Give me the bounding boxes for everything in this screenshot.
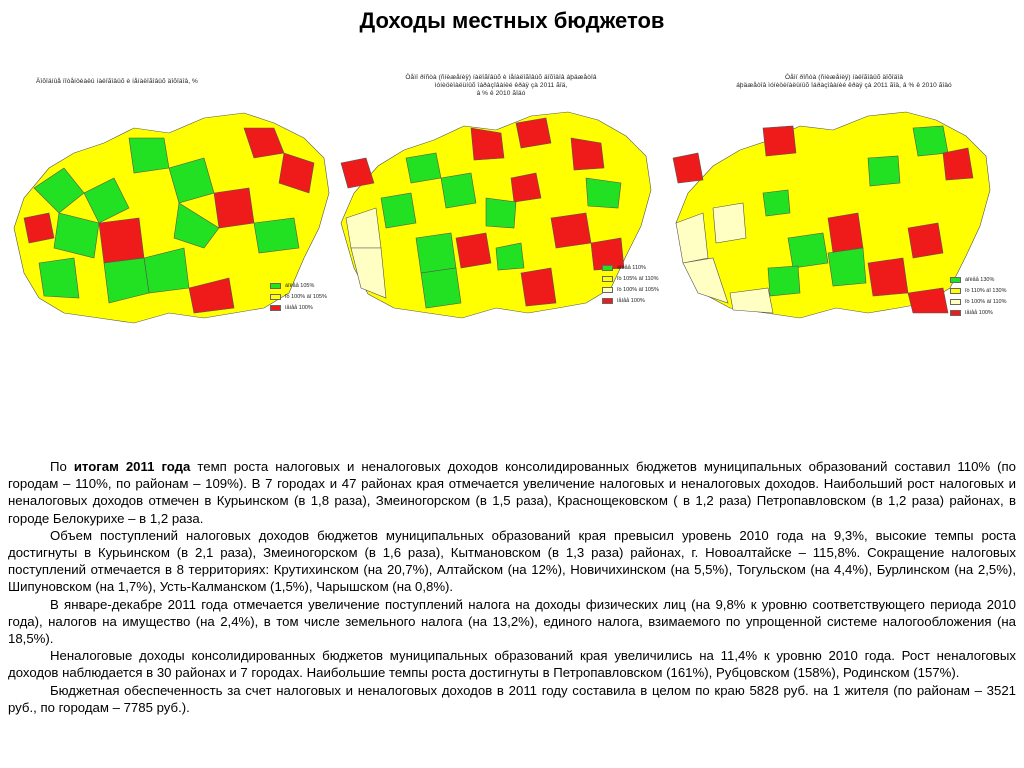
- page-title: Доходы местных бюджетов: [359, 8, 665, 33]
- legend-swatch: [270, 283, 281, 289]
- legend-item: îò 100% äî 110%: [950, 296, 1006, 307]
- legend-swatch: [950, 288, 961, 294]
- map-caption: Òåìï ðîñòà (ñíèæåíèÿ) íàëîãîâûõ äîõîäîâ áþäæåòîâ ìóíèöèïàëüíûõ îáðàçîâàíèé êðàÿ çà 2011 ãîä, â % ê 2010 ãîäó: [736, 74, 952, 89]
- map-caption: Äîõîäíûå ïîòåíöèàëû íàëîãîâûõ è íåíàëîãîâûõ äîõîäîâ, %: [36, 78, 198, 85]
- paragraph: Объем поступлений налоговых доходов бюджетов муниципальных образований края превысил уровень 2010 года на 9,3%, высокие темпы роста достигнуты в Курьинском (в 2,1 раза), Змеиногорском (в 1,6 раза), Кытмановском (в 1,3 раза) районах, г. Новоалтайске – 115,8%. Сокращение налоговых поступлений отмечается в 8 территориях: Крутихинском (на 20,7%), Алтайском (на 12%), Новичихинском (на 5,5%), Тогульском (на 4,4%), Бурлинском (на 2,5%), Шипуновском (на 1,7%), Усть-Калманском (1,5%), Чарышском (на 0,8%).: [8, 527, 1016, 595]
- paragraph: Бюджетная обеспеченность за счет налоговых и неналоговых доходов в 2011 году составила в целом по краю 5828 руб. на 1 жителя (по районам – 3521 руб., по городам – 7785 руб.).: [8, 682, 1016, 715]
- map-caption: Òåìï ðîñòà (ñíèæåíèÿ) íàëîãîâûõ è íåíàëîãîâûõ äîõîäîâ áþäæåòîâ ìóíèöèïàëüíûõ îáðàçîâàíèé êðàÿ çà 2011 ãîä, â % ê 2010 ãîäó: [405, 74, 597, 97]
- legend-item: ìåíåå 100%: [950, 307, 1006, 318]
- map-panel-tax-growth: [668, 74, 1020, 374]
- legend-item: áîëåå 110%: [602, 262, 659, 273]
- legend-swatch: [602, 298, 613, 304]
- legend-item: îò 105% äî 110%: [602, 273, 659, 284]
- legend-swatch: [602, 287, 613, 293]
- legend-swatch: [602, 265, 613, 271]
- map-panel-non-tax-potential: [4, 74, 344, 374]
- map-legend: [602, 262, 659, 306]
- region-map: [336, 98, 666, 348]
- legend-swatch: [950, 299, 961, 305]
- legend-item: îò 110% äî 130%: [950, 285, 1006, 296]
- map-panel-tax-nontax-growth: [336, 74, 666, 374]
- legend-item: ìåíåå 100%: [602, 295, 659, 306]
- report-body: [8, 458, 1016, 716]
- legend-swatch: [270, 305, 281, 311]
- legend-swatch: [950, 310, 961, 316]
- paragraph: По итогам 2011 года темп роста налоговых и неналоговых доходов консолидированных бюджетов муниципальных образований составил 110% (по городам – 110%, по районам – 109%). В 7 городах и 47 районах края отмечается увеличение налоговых и неналоговых доходов. Наибольший рост налоговых и неналоговых доходов отмечен в Курьинском (в 1,8 раза), Змеиногорском (в 1,5 раза), Краснощековском ( в 1,2 раза) Петропавловском (в 1,2 раза) районах, в городе Белокурихе – в 1,2 раза.: [8, 459, 1016, 526]
- map-legend: [950, 274, 1006, 318]
- paragraph: В январе-декабре 2011 года отмечается увеличение поступлений налога на доходы физических лиц (на 9,8% к уровню соответствующего периода 2010 года), налогов на имущество (на 2,4%), в том числе земельного налога (на 13,2%), единого налога, взимаемого по упрощенной системе налогообложения (на 18,5%).: [8, 596, 1016, 647]
- legend-swatch: [950, 277, 961, 283]
- legend-item: îò 100% äî 105%: [602, 284, 659, 295]
- legend-swatch: [270, 294, 281, 300]
- legend-swatch: [602, 276, 613, 282]
- legend-item: áîëåå 130%: [950, 274, 1006, 285]
- legend-item: îò 100% äî 105%: [270, 291, 327, 302]
- legend-item: áîëåå 105%: [270, 280, 327, 291]
- map-legend: [270, 280, 327, 313]
- legend-item: ìåíåå 100%: [270, 302, 327, 313]
- paragraph: Неналоговые доходы консолидированных бюджетов муниципальных образований края увеличились на 11,4% к уровню 2010 года. Рост неналоговых доходов наблюдается в 30 районах и 7 городах. Наибольшие темпы роста достигнуты в Петропавловском (161%), Рубцовском (158%), Родинском (157%).: [8, 648, 1016, 681]
